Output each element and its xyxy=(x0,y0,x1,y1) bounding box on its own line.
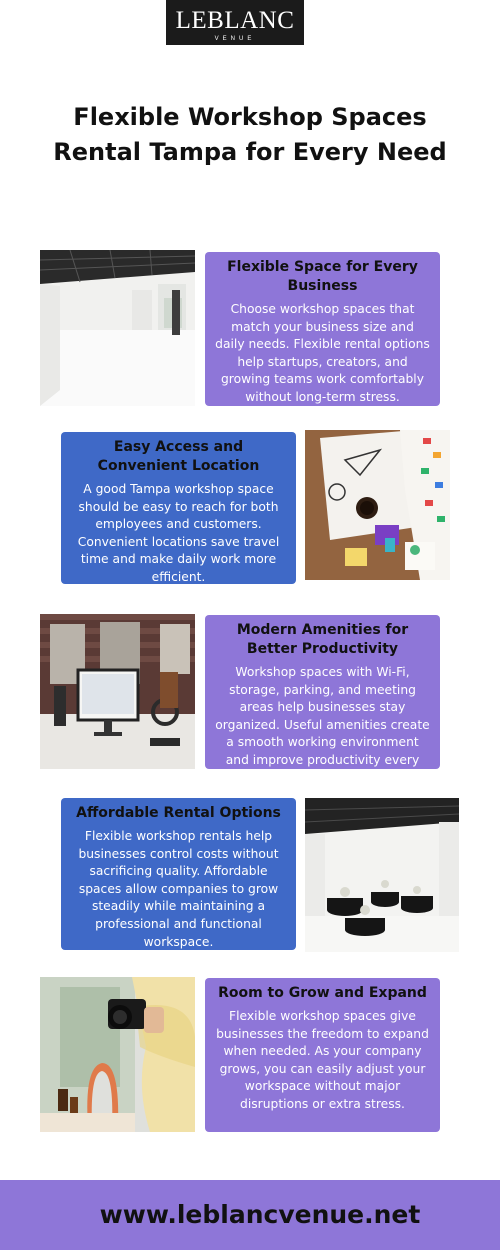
logo xyxy=(166,0,304,45)
website-url[interactable]: www.leblancvenue.net xyxy=(99,1200,421,1229)
section-body: Flexible workshop spaces give businesses the freedom to expand when needed. As your company grows, you can easily adjust your workspace without major disruptions or extra stress. xyxy=(216,1009,429,1111)
page-title-line-1: Flexible Workshop Spaces xyxy=(73,103,427,131)
section-heading: Flexible Space for Every Business xyxy=(227,259,418,294)
section-card-affordable-rental xyxy=(61,798,296,950)
empty-white-studio-photo xyxy=(40,250,195,406)
section-card-easy-access xyxy=(61,432,296,584)
event-hall-photo xyxy=(305,798,459,952)
section-heading: Easy Access and Convenient Location xyxy=(97,439,260,474)
section-card-modern-amenities xyxy=(205,615,440,785)
page-title xyxy=(20,100,480,170)
section-heading: Affordable Rental Options xyxy=(76,805,281,821)
section-heading: Room to Grow and Expand xyxy=(218,985,427,1001)
logo-brand: LEBLANC xyxy=(175,7,295,34)
logo-subtitle: VENUE xyxy=(214,36,256,42)
section-body: Choose workshop spaces that match your business size and daily needs. Flexible rental options help startups, creators, and growing teams work comfortably without long-term stress. xyxy=(215,302,430,404)
footer-banner xyxy=(0,1180,500,1250)
page-title-line-2: Rental Tampa for Every Need xyxy=(53,138,447,166)
section-body: A good Tampa workshop space should be easy to reach for both employees and customers. Convenient locations save travel time and make daily work more efficient. xyxy=(77,482,280,584)
desk-planning-photo xyxy=(305,430,450,580)
section-body: Flexible workshop rentals help businesses control costs without sacrificing quality. Affordable spaces allow companies to grow steadily while maintaining a professional and functional workspace. xyxy=(78,829,279,949)
section-card-flexible-space xyxy=(205,252,440,406)
office-computer-photo xyxy=(40,614,195,769)
section-card-room-to-grow xyxy=(205,978,440,1132)
section-body: Workshop spaces with Wi-Fi, storage, parking, and meeting areas help businesses stay organized. Useful amenities create a smooth working environment and improve productivity every day. xyxy=(215,665,430,785)
section-heading: Modern Amenities for Better Productivity xyxy=(236,622,409,657)
photographer-camera-photo xyxy=(40,977,195,1132)
